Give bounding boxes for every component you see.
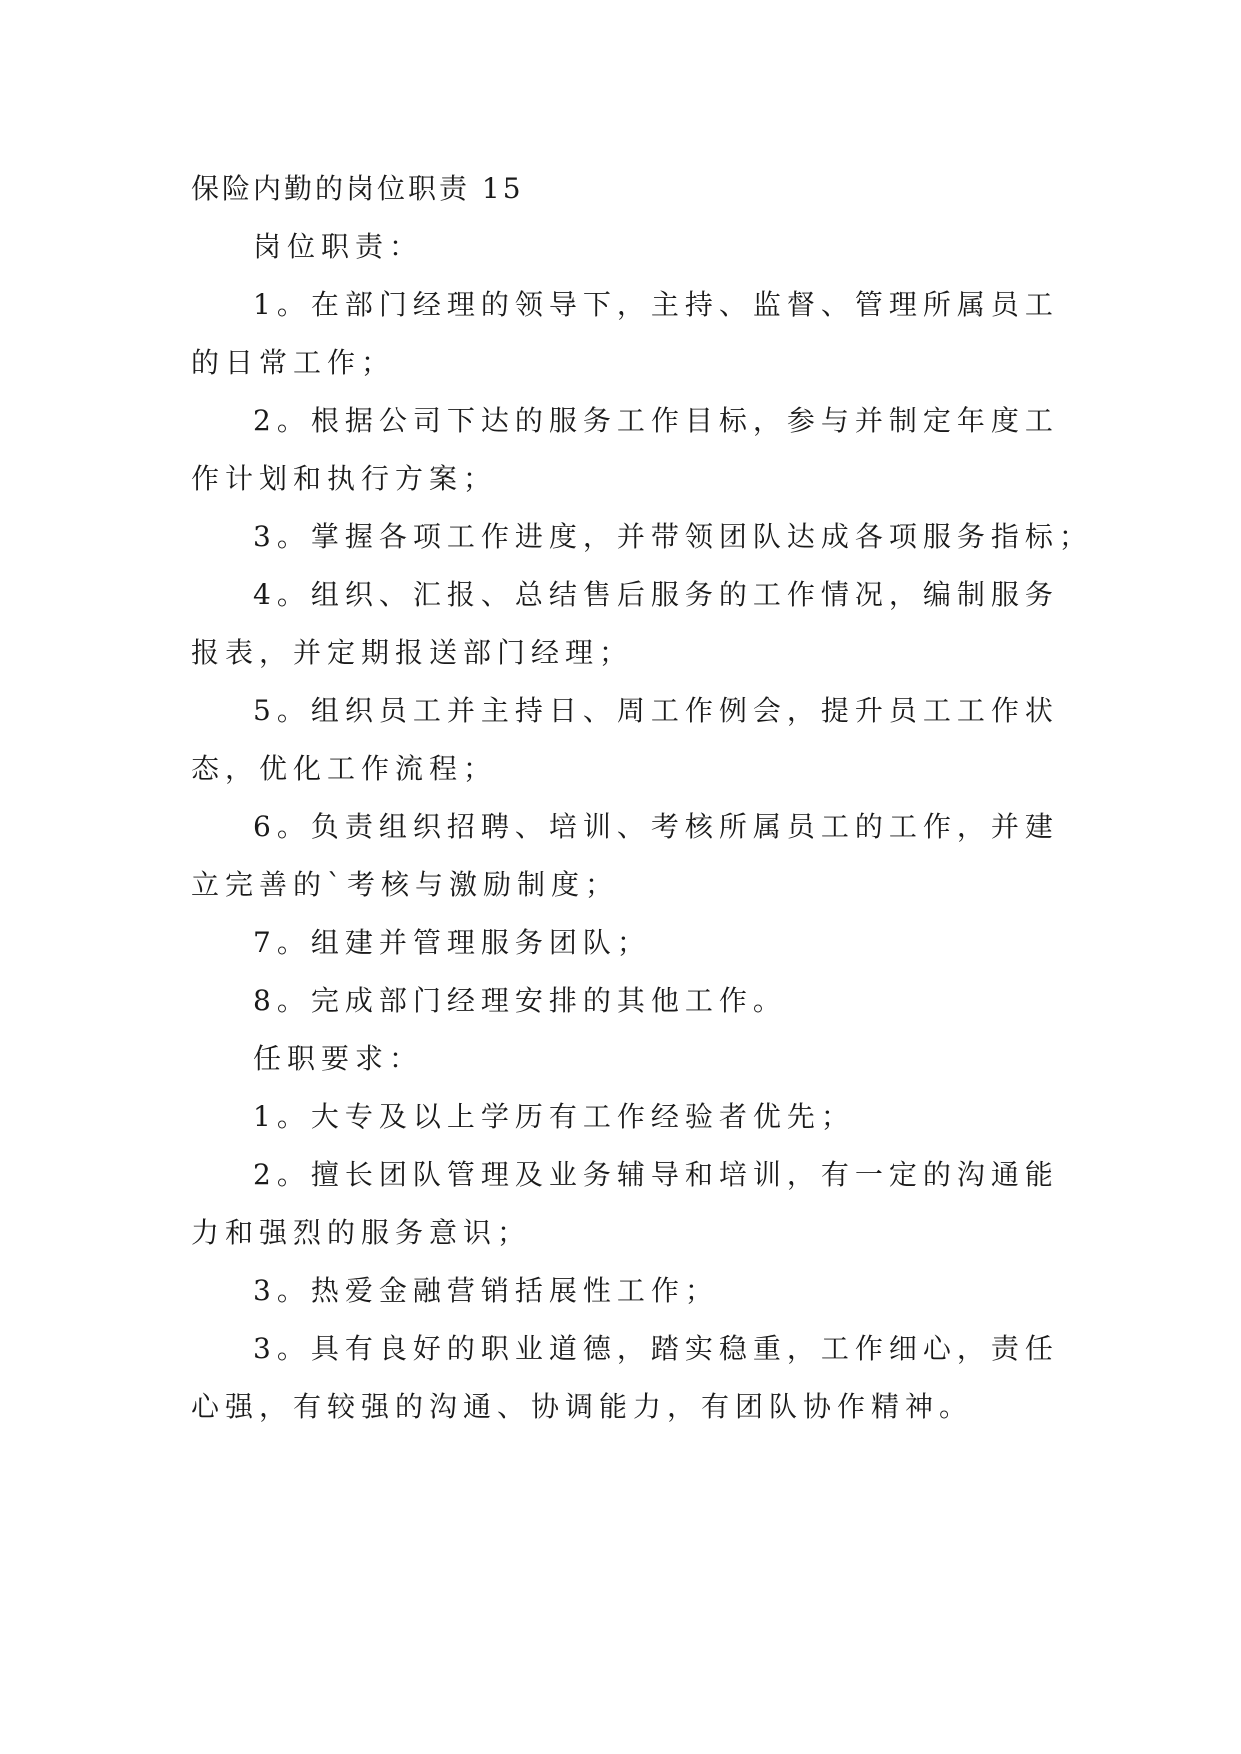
requirement-item-2-continued: 力和强烈的服务意识；	[191, 1216, 532, 1249]
duty-item-4: 4。组织、汇报、总结售后服务的工作情况，编制服务	[253, 578, 1059, 611]
duty-item-5-continued: 态，优化工作流程；	[191, 752, 498, 785]
duty-item-1-continued: 的日常工作；	[191, 346, 396, 379]
duty-item-2: 2。根据公司下达的服务工作目标，参与并制定年度工	[253, 404, 1059, 437]
duty-item-1: 1。在部门经理的领导下，主持、监督、管理所属员工	[253, 288, 1059, 321]
document-body	[191, 160, 1093, 1436]
duty-item-2-continued: 作计划和执行方案；	[191, 462, 498, 495]
section-heading-requirements: 任职要求：	[253, 1042, 424, 1075]
duty-item-6-continued: 立完善的`考核与激励制度；	[191, 868, 620, 901]
duty-item-6: 6。负责组织招聘、培训、考核所属员工的工作，并建	[253, 810, 1059, 843]
document-title: 保险内勤的岗位职责 15	[191, 172, 524, 205]
duty-item-3: 3。掌握各项工作进度，并带领团队达成各项服务指标；	[253, 520, 1093, 553]
duty-item-8: 8。完成部门经理安排的其他工作。	[253, 984, 787, 1017]
requirement-item-2: 2。擅长团队管理及业务辅导和培训，有一定的沟通能	[253, 1158, 1059, 1191]
duty-item-7: 7。组建并管理服务团队；	[253, 926, 651, 959]
duty-item-5: 5。组织员工并主持日、周工作例会，提升员工工作状	[253, 694, 1059, 727]
requirement-item-1: 1。大专及以上学历有工作经验者优先；	[253, 1100, 855, 1133]
requirement-item-3: 3。热爱金融营销括展性工作；	[253, 1274, 719, 1307]
section-heading-duties: 岗位职责：	[253, 230, 424, 263]
duty-item-4-continued: 报表，并定期报送部门经理；	[191, 636, 634, 669]
requirement-item-4: 3。具有良好的职业道德，踏实稳重，工作细心，责任	[253, 1332, 1059, 1365]
requirement-item-4-continued: 心强，有较强的沟通、协调能力，有团队协作精神。	[191, 1390, 974, 1423]
